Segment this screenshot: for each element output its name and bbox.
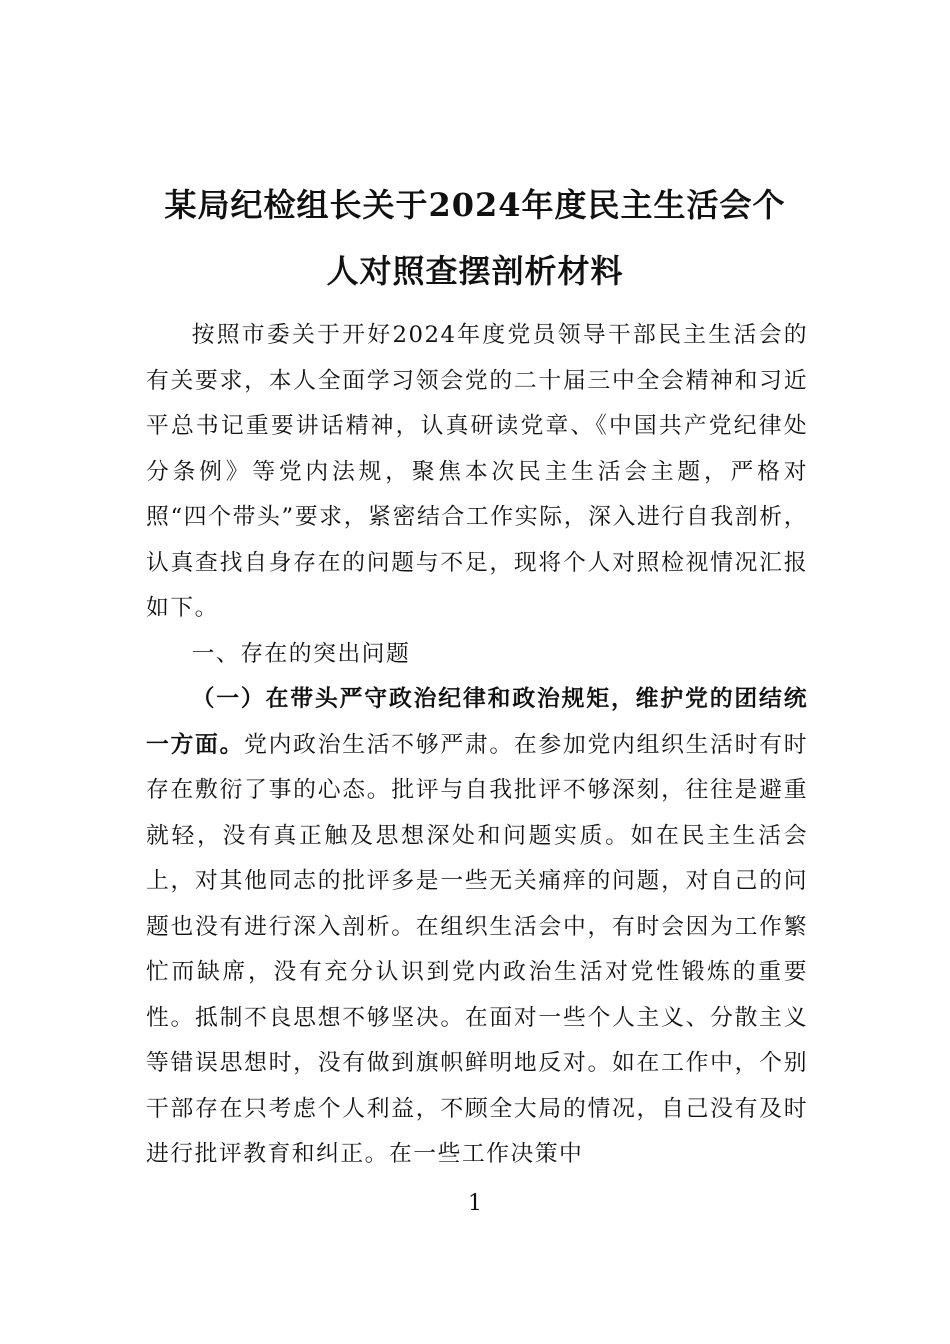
subsection-paragraph [146,677,808,1178]
intro-paragraph: 按照市委关于开好2024年度党员领导干部民主生活会的有关要求，本人全面学习领会党的二十届三中全会精神和习近平总书记重要讲话精神，认真研读党章、《中国共产党纪律处分条例》等党内法规，聚焦本次民主生活会主题，严格对照“四个带头”要求，紧密结合工作实际，深入进行自我剖析，认真查找自身存在的问题与不足，现将个人对照检视情况汇报如下。 [146,322,808,621]
document-body [146,313,808,1178]
document-title-line-1: 某局纪检组长关于2024年度民主生活会个 [164,186,786,224]
subsection-heading: （一）在带头严守政治纪律和政治规矩，维护党的团结统一方面。 [146,686,808,758]
section-heading: 一、存在的突出问题 [191,640,411,667]
page-number: 1 [468,1191,482,1216]
subsection-body: 党内政治生活不够严肃。在参加党内组织生活时有时存在敷衍了事的心态。批评与自我批评不够深刻，往往是避重就轻，没有真正触及思想深处和问题实质。如在民主生活会上，对其他同志的批评多是一些无关痛痒的问题，对自己的问题也没有进行深入剖析。在组织生活会中，有时会因为工作繁忙而缺席，没有充分认识到党内政治生活对党性锻炼的重要性。抵制不良思想不够坚决。在面对一些个人主义、分散主义等错误思想时，没有做到旗帜鲜明地反对。如在工作中，个别干部存在只考虑个人利益，不顾全大局的情况，自己没有及时进行批评教育和纠正。在一些工作决策中 [146,731,809,1167]
document-title-line-2: 人对照查摆剖析材料 [326,252,624,290]
